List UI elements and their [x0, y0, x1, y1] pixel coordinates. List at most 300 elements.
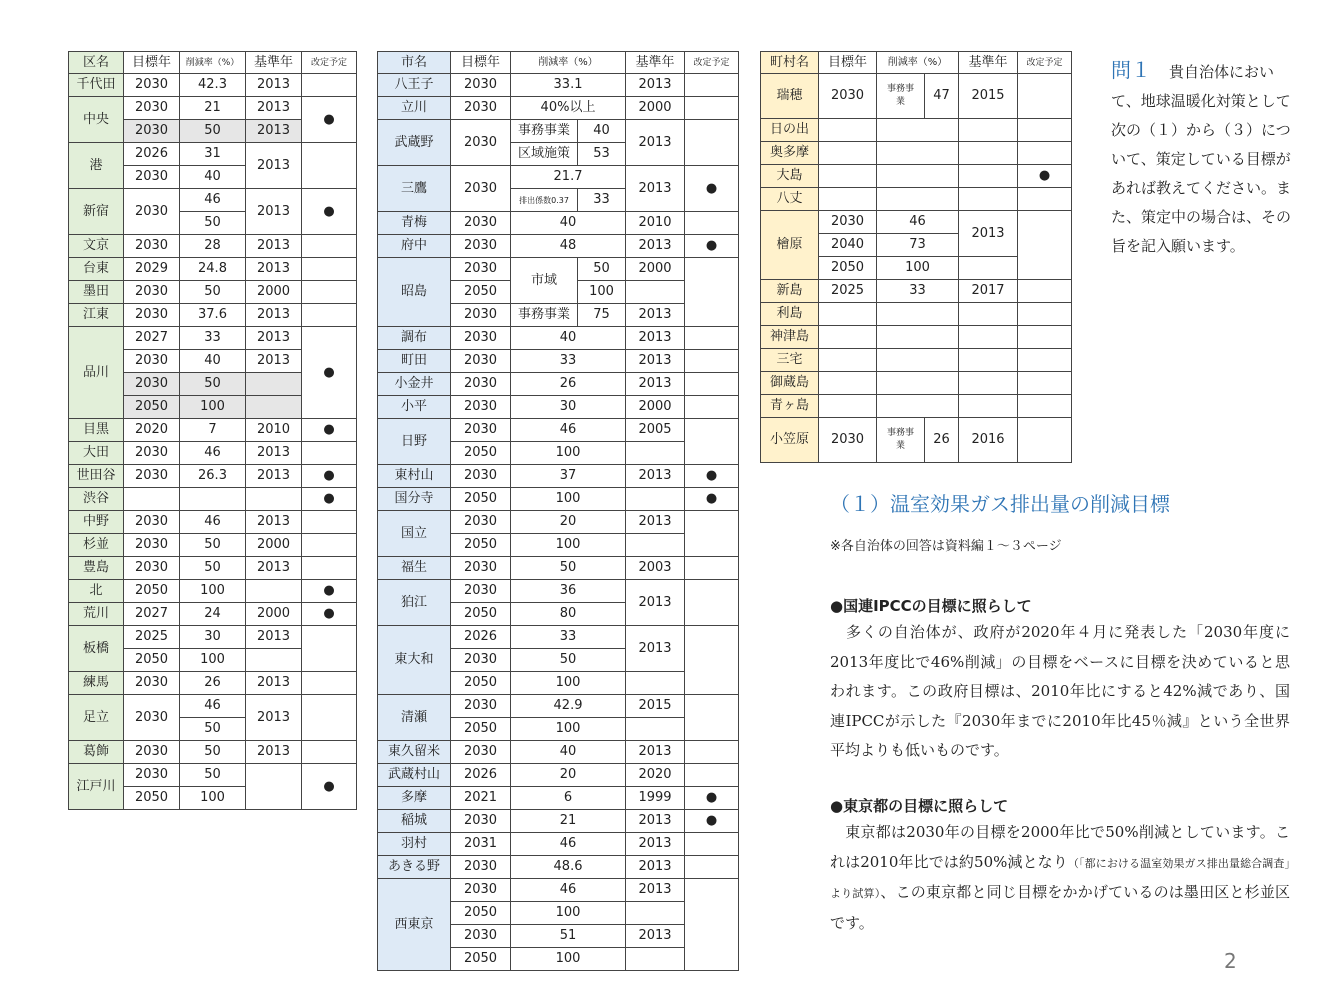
cell: 2030: [451, 74, 511, 97]
cell: 100: [511, 718, 626, 741]
ku-name: 千代田: [69, 74, 124, 97]
cell: [877, 395, 959, 418]
cell: 2050: [451, 281, 511, 304]
cell: 2030: [819, 74, 877, 119]
cell: 50: [180, 534, 246, 557]
cell: [685, 396, 739, 419]
cell: 100: [511, 488, 626, 511]
cell: 2000: [246, 534, 302, 557]
cell: [959, 119, 1018, 142]
cell: 2013: [626, 304, 685, 327]
header-revision-planned: 改定予定: [302, 52, 357, 74]
cell: 1999: [626, 787, 685, 810]
cell: [685, 373, 739, 396]
cell: [302, 258, 357, 281]
shi-name: 東大和: [378, 626, 451, 695]
cell: 2050: [451, 902, 511, 925]
cell: [1018, 119, 1072, 142]
cell: 50: [180, 764, 246, 787]
cell: [819, 188, 877, 211]
cell: 2013: [626, 166, 685, 212]
cell: [124, 488, 180, 511]
cell: 事務事業: [511, 120, 578, 143]
cell: 2030: [124, 350, 180, 373]
cell: 48.6: [511, 856, 626, 879]
cell: 100: [511, 534, 626, 557]
cell: 42.3: [180, 74, 246, 97]
cell: 50: [180, 557, 246, 580]
header-target-year: 目標年: [451, 52, 511, 74]
cell: [626, 534, 685, 557]
cell: [302, 304, 357, 327]
cell: [626, 488, 685, 511]
cell: 2030: [451, 304, 511, 327]
cell: 36: [511, 580, 626, 603]
cell: 6: [511, 787, 626, 810]
cell: [959, 142, 1018, 165]
shi-name: 日野: [378, 419, 451, 465]
cell: 50: [511, 649, 626, 672]
page-number: 2: [1224, 949, 1237, 973]
header-target-year: 目標年: [819, 52, 877, 74]
shi-name: 八王子: [378, 74, 451, 97]
cell: 2030: [819, 211, 877, 234]
cell: 2013: [246, 97, 302, 120]
cell: 2050: [819, 257, 877, 280]
cell: 2013: [626, 373, 685, 396]
cell: 26.3: [180, 465, 246, 488]
cho-name: 御蔵島: [761, 372, 819, 395]
cell: 2010: [246, 419, 302, 442]
revision-dot: ●: [685, 488, 739, 511]
cell: [877, 188, 959, 211]
cell: [685, 580, 739, 626]
question-text: 貴自治体において、地球温暖化対策として次の（１）から（３）について、策定している目標があれば教えてください。また、策定中の場合は、その旨を記入願います。: [1111, 63, 1292, 255]
cell: 46: [511, 419, 626, 442]
cell: [819, 372, 877, 395]
cell: 2003: [626, 557, 685, 580]
shi-name: 福生: [378, 557, 451, 580]
cell: 2013: [246, 557, 302, 580]
cell: [1018, 395, 1072, 418]
cell: 2050: [451, 672, 511, 695]
cell: 2013: [626, 879, 685, 902]
cell: 46: [511, 833, 626, 856]
cell: 2050: [124, 580, 180, 603]
cell: [819, 142, 877, 165]
section-note: ※各自治体の回答は資料編１～３ページ: [830, 539, 1062, 554]
revision-dot: ●: [685, 235, 739, 258]
ku-name: 江戸川: [69, 764, 124, 810]
cell: 46: [180, 695, 246, 718]
cell: [819, 395, 877, 418]
cell: 33: [511, 350, 626, 373]
shi-name: 国分寺: [378, 488, 451, 511]
shi-name: 西東京: [378, 879, 451, 971]
cho-name: 三宅: [761, 349, 819, 372]
cell: [1018, 142, 1072, 165]
cell: 2027: [124, 327, 180, 350]
cell: [180, 488, 246, 511]
cell: 48: [511, 235, 626, 258]
cell: 2050: [451, 442, 511, 465]
cell: [819, 349, 877, 372]
cell: 2030: [451, 557, 511, 580]
cell: [626, 281, 685, 304]
revision-dot: ●: [685, 787, 739, 810]
cell: 2030: [124, 166, 180, 189]
ku-name: 文京: [69, 235, 124, 258]
cell: [819, 303, 877, 326]
shi-name: 東村山: [378, 465, 451, 488]
cell: 53: [578, 143, 626, 166]
cell: 100: [511, 672, 626, 695]
cell: 2026: [451, 626, 511, 649]
cell: [626, 672, 685, 695]
header-shi-name: 市名: [378, 52, 451, 74]
cell: [1018, 280, 1072, 303]
cell: 2013: [626, 833, 685, 856]
cell: [246, 764, 302, 810]
cell: 100: [180, 396, 246, 419]
cell: 2030: [451, 350, 511, 373]
header-reduction-rate: 削減率（%）: [180, 52, 246, 74]
ku-name: 杉並: [69, 534, 124, 557]
cell: [302, 235, 357, 258]
paragraph-tokyo-b: 、この東京都と同じ目標をかかげているのは墨田区と杉並区です。: [830, 883, 1290, 932]
cell: 2013: [626, 120, 685, 166]
question-block: [1111, 56, 1291, 261]
cell: 2030: [451, 120, 511, 166]
cell: 2013: [246, 442, 302, 465]
ku-name: 港: [69, 143, 124, 189]
cell: 2013: [959, 211, 1018, 257]
cell: [685, 879, 739, 971]
cell: 事務事業: [877, 74, 925, 119]
cell: 42.9: [511, 695, 626, 718]
revision-dot: ●: [302, 189, 357, 235]
cell: 2027: [124, 603, 180, 626]
cho-name: 奥多摩: [761, 142, 819, 165]
cell: 47: [925, 74, 959, 119]
shi-name: 小金井: [378, 373, 451, 396]
cell: 100: [180, 649, 246, 672]
cell: 26: [925, 418, 959, 463]
cell: 20: [511, 764, 626, 787]
cell: 33: [180, 327, 246, 350]
cell: [877, 142, 959, 165]
revision-dot: ●: [685, 465, 739, 488]
cell: 2020: [626, 764, 685, 787]
paragraph-ipcc: 多くの自治体が、政府が2020年４月に発表した「2030年度に2013年度比で46%削減」の目標をベースに目標を決めていると思われます。この政府目標は、2010年比にすると42%減であり、国連IPCCが示した『2030年までに2010年比45％減』という全世界平均よりも低いものです。: [830, 623, 1290, 759]
cell: 2030: [124, 511, 180, 534]
cell: 2013: [626, 925, 685, 948]
ku-name: 荒川: [69, 603, 124, 626]
cell: 2030: [124, 534, 180, 557]
shi-name: 東久留米: [378, 741, 451, 764]
shi-name: 武蔵村山: [378, 764, 451, 787]
revision-dot: ●: [302, 327, 357, 419]
cell: [959, 188, 1018, 211]
cell: 2050: [451, 534, 511, 557]
revision-dot: ●: [302, 465, 357, 488]
cell: [877, 303, 959, 326]
cell: [1018, 211, 1072, 280]
cell: 2013: [626, 235, 685, 258]
cell: [685, 833, 739, 856]
paragraph-tokyo: [830, 818, 1290, 938]
cell: 2030: [451, 258, 511, 281]
cell: [685, 212, 739, 235]
cell: 50: [180, 373, 246, 396]
cell: 2013: [246, 626, 302, 649]
question-number: 問１: [1111, 58, 1151, 82]
cell: 2025: [819, 280, 877, 303]
cell: [302, 143, 357, 189]
cell: 2000: [246, 603, 302, 626]
cell: 80: [511, 603, 626, 626]
cell: [685, 74, 739, 97]
cell: 100: [180, 787, 246, 810]
cell: 2050: [451, 603, 511, 626]
shi-name: 清瀬: [378, 695, 451, 741]
cell: 100: [180, 580, 246, 603]
ku-name: 墨田: [69, 281, 124, 304]
cell: 7: [180, 419, 246, 442]
cell: 21: [180, 97, 246, 120]
cell: 37: [511, 465, 626, 488]
cell: 51: [511, 925, 626, 948]
cho-name: 神津島: [761, 326, 819, 349]
paragraph-tokyo-note: （「都における温室効果ガス排出量総合調査」より試算）: [830, 856, 1291, 900]
cell: [1018, 303, 1072, 326]
cell: [302, 442, 357, 465]
cell: 33: [877, 280, 959, 303]
ku-name: 豊島: [69, 557, 124, 580]
cell: 2030: [451, 327, 511, 350]
cell: 2030: [451, 810, 511, 833]
cell: 40: [180, 166, 246, 189]
cell: 2030: [124, 189, 180, 235]
cell: [302, 281, 357, 304]
section-heading: （１）温室効果ガス排出量の削減目標: [830, 492, 1170, 516]
cell: 2030: [124, 695, 180, 741]
ku-name: 世田谷: [69, 465, 124, 488]
cell: 46: [511, 879, 626, 902]
cell: 100: [511, 442, 626, 465]
cell: 2050: [451, 488, 511, 511]
cell: [1018, 326, 1072, 349]
revision-dot: ●: [302, 97, 357, 143]
revision-dot: ●: [302, 488, 357, 511]
cell: [246, 396, 302, 419]
ku-name: 大田: [69, 442, 124, 465]
cell: 100: [511, 902, 626, 925]
revision-dot: ●: [1018, 165, 1072, 188]
shi-name: 狛江: [378, 580, 451, 626]
cell: [685, 258, 739, 327]
paragraph-tokyo-a: 東京都は2030年の目標を2000年比で50%削減としています。これは2010年比では約50%減となり: [830, 823, 1290, 871]
cell: 市域: [511, 258, 578, 304]
header-reduction-rate: 削減率（%）: [511, 52, 626, 74]
cell: 21: [511, 810, 626, 833]
cell: 2013: [246, 327, 302, 350]
cho-name: 八丈: [761, 188, 819, 211]
cell: [302, 557, 357, 580]
cell: 100: [511, 948, 626, 971]
cell: 2013: [626, 580, 685, 626]
cell: [959, 257, 1018, 280]
cell: 2013: [246, 304, 302, 327]
cell: [1018, 418, 1072, 463]
cell: 2013: [246, 120, 302, 143]
cell: 46: [180, 511, 246, 534]
header-base-year: 基準年: [959, 52, 1018, 74]
cell: 40%以上: [511, 97, 626, 120]
cell: 2050: [124, 787, 180, 810]
cell: 2030: [124, 373, 180, 396]
cell: 2030: [451, 419, 511, 442]
cell: [246, 649, 302, 672]
shi-table: [377, 51, 739, 971]
cell: 2017: [959, 280, 1018, 303]
cell: 2030: [451, 235, 511, 258]
header-base-year: 基準年: [246, 52, 302, 74]
revision-dot: ●: [685, 810, 739, 833]
revision-dot: ●: [302, 764, 357, 810]
header-revision-planned: 改定予定: [1018, 52, 1072, 74]
cell: 33: [578, 189, 626, 212]
cell: [685, 695, 739, 741]
cell: 73: [877, 234, 959, 257]
cell: 2029: [124, 258, 180, 281]
cell: 事務事業: [511, 304, 578, 327]
cell: [959, 372, 1018, 395]
cell: 2030: [124, 672, 180, 695]
cell: [685, 350, 739, 373]
cell: 2025: [124, 626, 180, 649]
cell: 事務事業: [877, 418, 925, 463]
cho-name: 新島: [761, 280, 819, 303]
cell: [959, 326, 1018, 349]
cell: 2030: [451, 97, 511, 120]
cell: [302, 511, 357, 534]
cell: [1018, 188, 1072, 211]
ku-name: 新宿: [69, 189, 124, 235]
cell: [685, 764, 739, 787]
cell: 2021: [451, 787, 511, 810]
cell: 2030: [124, 442, 180, 465]
shi-name: 調布: [378, 327, 451, 350]
cell: 50: [578, 258, 626, 281]
cell: 2013: [246, 672, 302, 695]
header-target-year: 目標年: [124, 52, 180, 74]
ku-name: 練馬: [69, 672, 124, 695]
cell: 2005: [626, 419, 685, 442]
ku-name: 北: [69, 580, 124, 603]
cell: 50: [180, 120, 246, 143]
cell: 2030: [124, 74, 180, 97]
cell: 2031: [451, 833, 511, 856]
cell: 21.7: [511, 166, 626, 189]
shi-name: 昭島: [378, 258, 451, 327]
cell: 2013: [626, 741, 685, 764]
cell: [685, 327, 739, 350]
cell: 2030: [124, 235, 180, 258]
cell: 24: [180, 603, 246, 626]
cell: 2013: [626, 465, 685, 488]
cell: [302, 74, 357, 97]
cell: 26: [511, 373, 626, 396]
cell: 2013: [626, 350, 685, 373]
cell: 26: [180, 672, 246, 695]
cell: [819, 326, 877, 349]
header-base-year: 基準年: [626, 52, 685, 74]
shi-name: 青梅: [378, 212, 451, 235]
cell: [685, 741, 739, 764]
cell: [959, 395, 1018, 418]
cell: 2030: [124, 764, 180, 787]
cell: 2030: [451, 856, 511, 879]
cell: 50: [180, 212, 246, 235]
cell: [626, 442, 685, 465]
cell: 2050: [451, 948, 511, 971]
cell: 2030: [819, 418, 877, 463]
cell: 2013: [246, 258, 302, 281]
revision-dot: ●: [302, 580, 357, 603]
cell: 2030: [451, 925, 511, 948]
cell: [877, 349, 959, 372]
ku-name: 葛飾: [69, 741, 124, 764]
cell: 2030: [451, 373, 511, 396]
cho-name: 日の出: [761, 119, 819, 142]
cell: 50: [180, 741, 246, 764]
cell: 33: [511, 626, 626, 649]
cell: 2030: [451, 166, 511, 212]
cho-name: 檜原: [761, 211, 819, 280]
cell: 2030: [451, 511, 511, 534]
shi-name: 羽村: [378, 833, 451, 856]
ku-name: 台東: [69, 258, 124, 281]
cell: 50: [511, 557, 626, 580]
cho-name: 小笠原: [761, 418, 819, 463]
cell: 2013: [246, 143, 302, 189]
cell: [626, 902, 685, 925]
cho-name: 青ヶ島: [761, 395, 819, 418]
cell: 2000: [246, 281, 302, 304]
cell: [959, 165, 1018, 188]
cell: 2030: [451, 580, 511, 603]
shi-name: 多摩: [378, 787, 451, 810]
cell: 2015: [626, 695, 685, 718]
cell: [302, 534, 357, 557]
cell: 2030: [451, 465, 511, 488]
shi-name: あきる野: [378, 856, 451, 879]
cell: 2013: [246, 741, 302, 764]
cho-name: 瑞穂: [761, 74, 819, 119]
cell: 2050: [451, 718, 511, 741]
cell: 2030: [124, 557, 180, 580]
cho-name: 大島: [761, 165, 819, 188]
cell: 100: [877, 257, 959, 280]
cell: 40: [511, 327, 626, 350]
cell: 2013: [246, 695, 302, 741]
cell: [246, 580, 302, 603]
ku-name: 中央: [69, 97, 124, 143]
cell: 100: [578, 281, 626, 304]
cell: 2026: [124, 143, 180, 166]
cell: 40: [511, 741, 626, 764]
